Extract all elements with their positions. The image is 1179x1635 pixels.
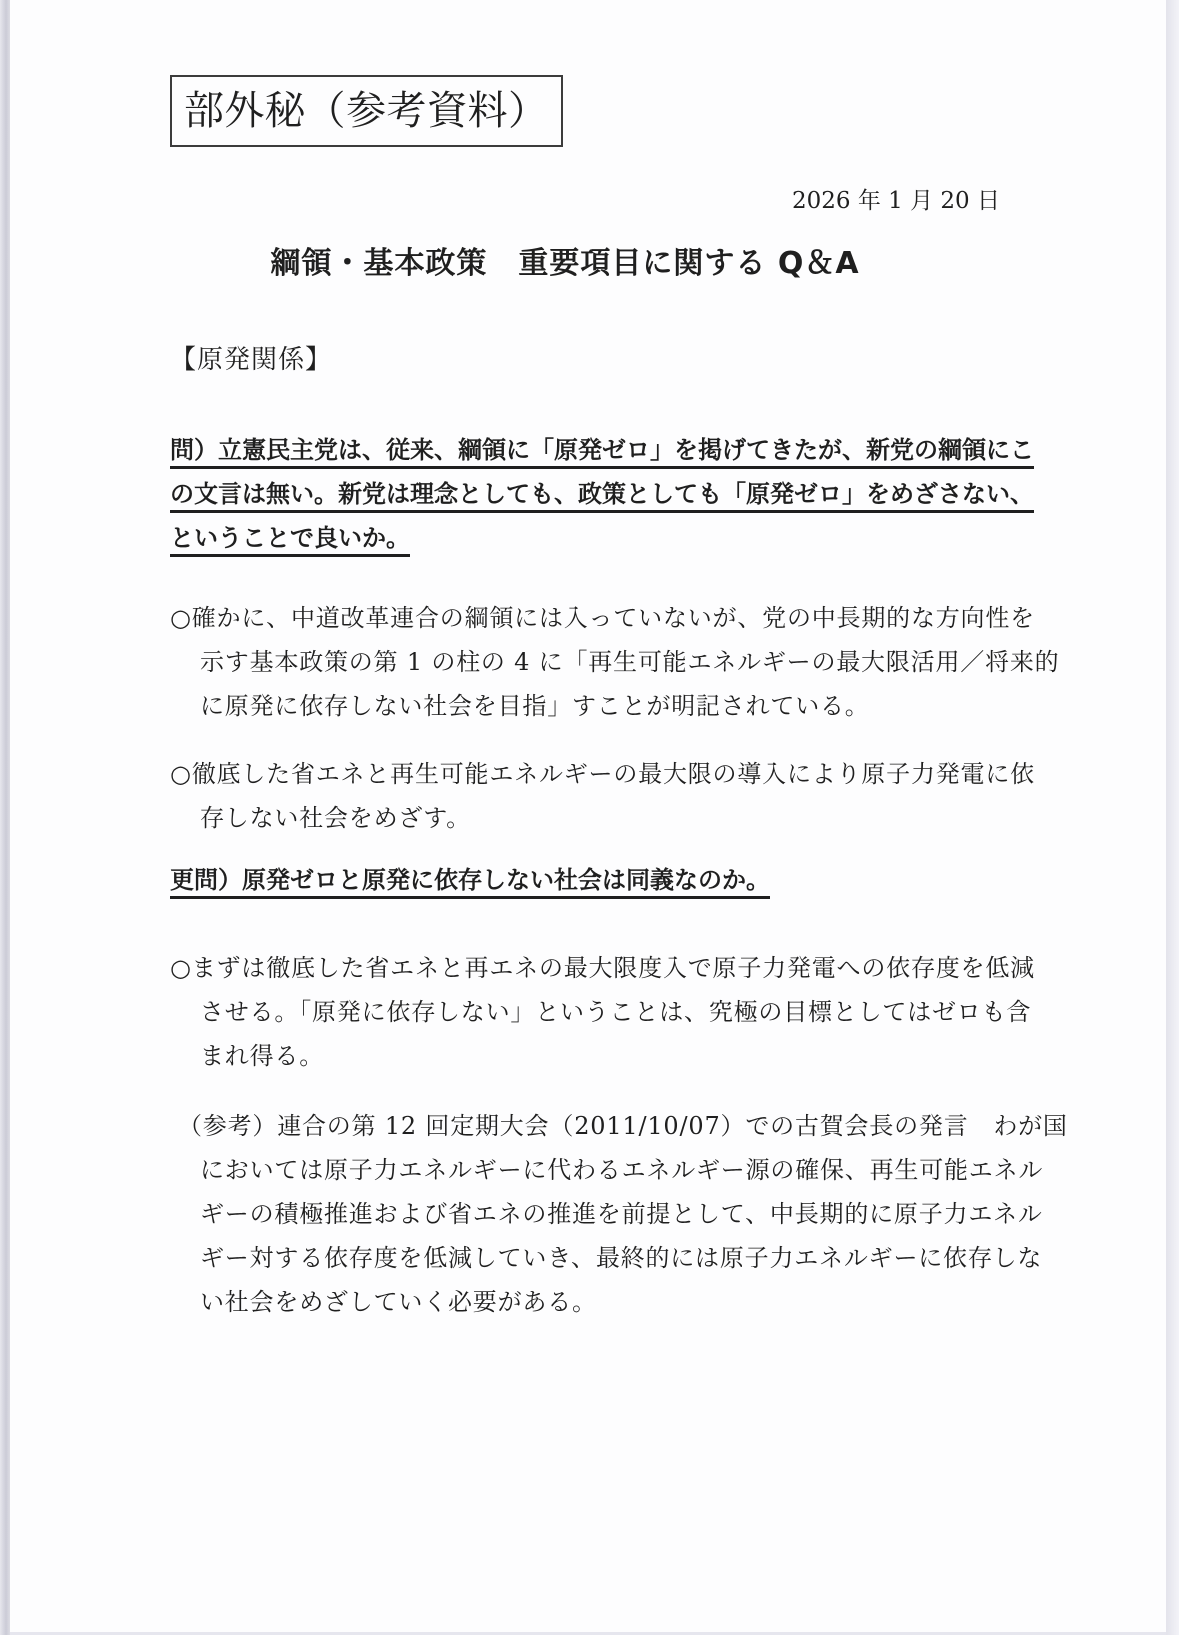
- confidential-stamp-text: 部外秘（参考資料）: [184, 88, 549, 134]
- text-line: まれ得る。: [200, 1042, 324, 1070]
- text-line: ○まずは徹底した省エネと再エネの最大限度入で原子力発電への依存度を低減: [170, 954, 1035, 982]
- reference-block: [0, 1104, 1179, 1324]
- document-date: 2026 年 1 月 20 日: [792, 188, 1000, 214]
- text-line: 示す基本政策の第 1 の柱の 4 に「再生可能エネルギーの最大限活用／将来的: [200, 648, 1060, 676]
- answer-block-3: [0, 946, 1179, 1078]
- answer-block-2: [0, 752, 1179, 840]
- text-line: ギーの積極推進および省エネの推進を前提として、中長期的に原子力エネル: [200, 1200, 1043, 1228]
- text-line: ○徹底した省エネと再生可能エネルギーの最大限の導入により原子力発電に依: [170, 760, 1035, 788]
- section-heading: 【原発関係】: [170, 345, 333, 375]
- text-line: い社会をめざしていく必要がある。: [200, 1288, 597, 1316]
- answer-block-1: [0, 596, 1179, 728]
- text-line: においては原子力エネルギーに代わるエネルギー源の確保、再生可能エネル: [200, 1156, 1044, 1184]
- text-line: 更問）原発ゼロと原発に依存しない社会は同義なのか。: [170, 866, 770, 894]
- text-line: ギー対する依存度を低減していき、最終的には原子力エネルギーに依存しな: [200, 1244, 1043, 1272]
- text-line: させる。「原発に依存しない」ということは、究極の目標としてはゼロも含: [200, 998, 1032, 1026]
- question-block-1: [0, 428, 1179, 560]
- text-line: 存しない社会をめざす。: [200, 804, 471, 832]
- text-line: に原発に依存しない社会を目指」すことが明記されている。: [200, 692, 870, 720]
- confidential-stamp: [170, 75, 563, 147]
- question-block-2: [0, 858, 1179, 902]
- document-title: 綱領・基本政策 重要項目に関する Q＆A: [270, 246, 860, 281]
- text-line: （参考）連合の第 12 回定期大会（2011/10/07）での古賀会長の発言 わが国: [178, 1112, 1068, 1140]
- text-line: ○確かに、中道改革連合の綱領には入っていないが、党の中長期的な方向性を: [170, 604, 1035, 632]
- text-line: の文言は無い。新党は理念としても、政策としても「原発ゼロ」をめざさない、: [170, 480, 1034, 508]
- text-line: 問）立憲民主党は、従来、綱領に「原発ゼロ」を掲げてきたが、新党の綱領にこ: [170, 436, 1034, 464]
- text-line: ということで良いか。: [170, 524, 410, 552]
